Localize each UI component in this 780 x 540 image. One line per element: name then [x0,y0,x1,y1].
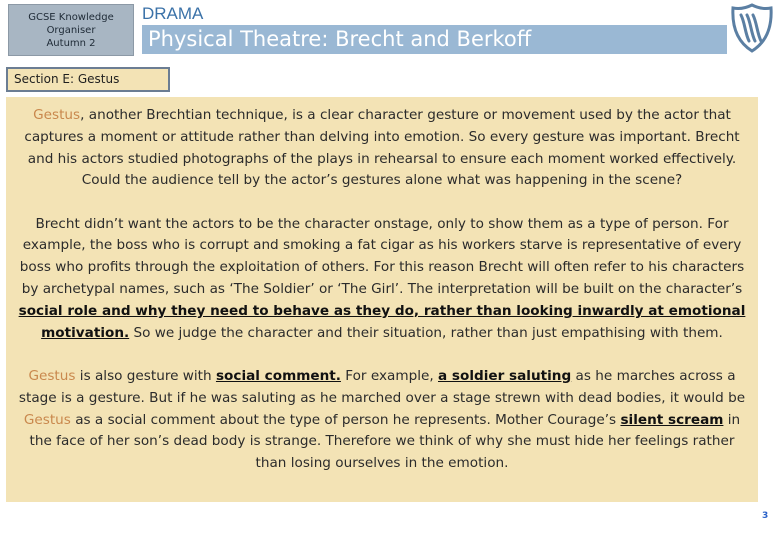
term-gestus: Gestus [28,367,76,384]
subject-heading: DRAMA [142,4,204,23]
organiser-line-1: GCSE Knowledge [28,11,114,23]
underlined-phrase-social-comment: social comment. [215,367,341,384]
paragraph-3-text-d: as a social comment about the type of person he represents. Mother Courage’s [70,411,621,428]
paragraph-1 [12,105,752,192]
paragraph-2-text-a: Brecht didn’t want the actors to be the character onstage, only to show them as a type of person. For example, the boss who is corrupt and smoking a fat cigar as his workers starve is representative of every boss who profits through the exploitation of others. For this reason Brecht will often refer to his characters by archetypal names, such as ‘The Soldier’ or ‘The Girl’. The interpretation will be built on the character’s [19,215,745,298]
page-title: Physical Theatre: Brecht and Berkoff [142,25,727,54]
underlined-phrase-soldier-saluting: a soldier saluting [438,367,572,384]
term-gestus: Gestus [23,411,71,428]
paragraph-3-text-b: For example, [340,367,438,384]
section-label: Section E: Gestus [6,67,170,92]
paragraph-1-text: , another Brechtian technique, is a clear character gesture or movement used by the actor that captures a moment or attitude rather than delving into emotion. So every gesture was important. Brecht and his actors studied photographs of the plays in rehearsal to ensure each moment worked effectively. Could the audience tell by the actor’s gestures alone what was happening in the scene? [24,107,740,189]
organiser-line-2: Organiser [46,24,96,36]
content-panel [6,97,758,502]
paragraph-3-text-e: in the face of her son’s dead body is strange. Therefore we think of why she must hide her feelings rather than losing ourselves in the emotion. [29,411,741,472]
page-number: 3 [762,511,769,521]
paragraph-3 [12,366,752,475]
shield-crest-icon [730,3,774,53]
organiser-line-3: Autumn 2 [46,37,96,49]
organiser-label-box [8,4,134,56]
paragraph-3-text-a: is also gesture with [75,367,216,384]
underlined-phrase-silent-scream: silent scream [620,411,724,428]
underlined-phrase-social-role: social role and why they need to behave as they do, rather than looking inwardly at emotional motivation. [18,302,746,341]
paragraph-2 [12,214,752,345]
paragraph-3-text-c: as he marches across a stage is a gesture. But if he was saluting as he marched over a stage strewn with dead bodies, it would be [18,367,746,406]
term-gestus: Gestus [33,107,81,123]
paragraph-2-text-b: So we judge the character and their situation, rather than just empathising with them. [129,324,723,341]
